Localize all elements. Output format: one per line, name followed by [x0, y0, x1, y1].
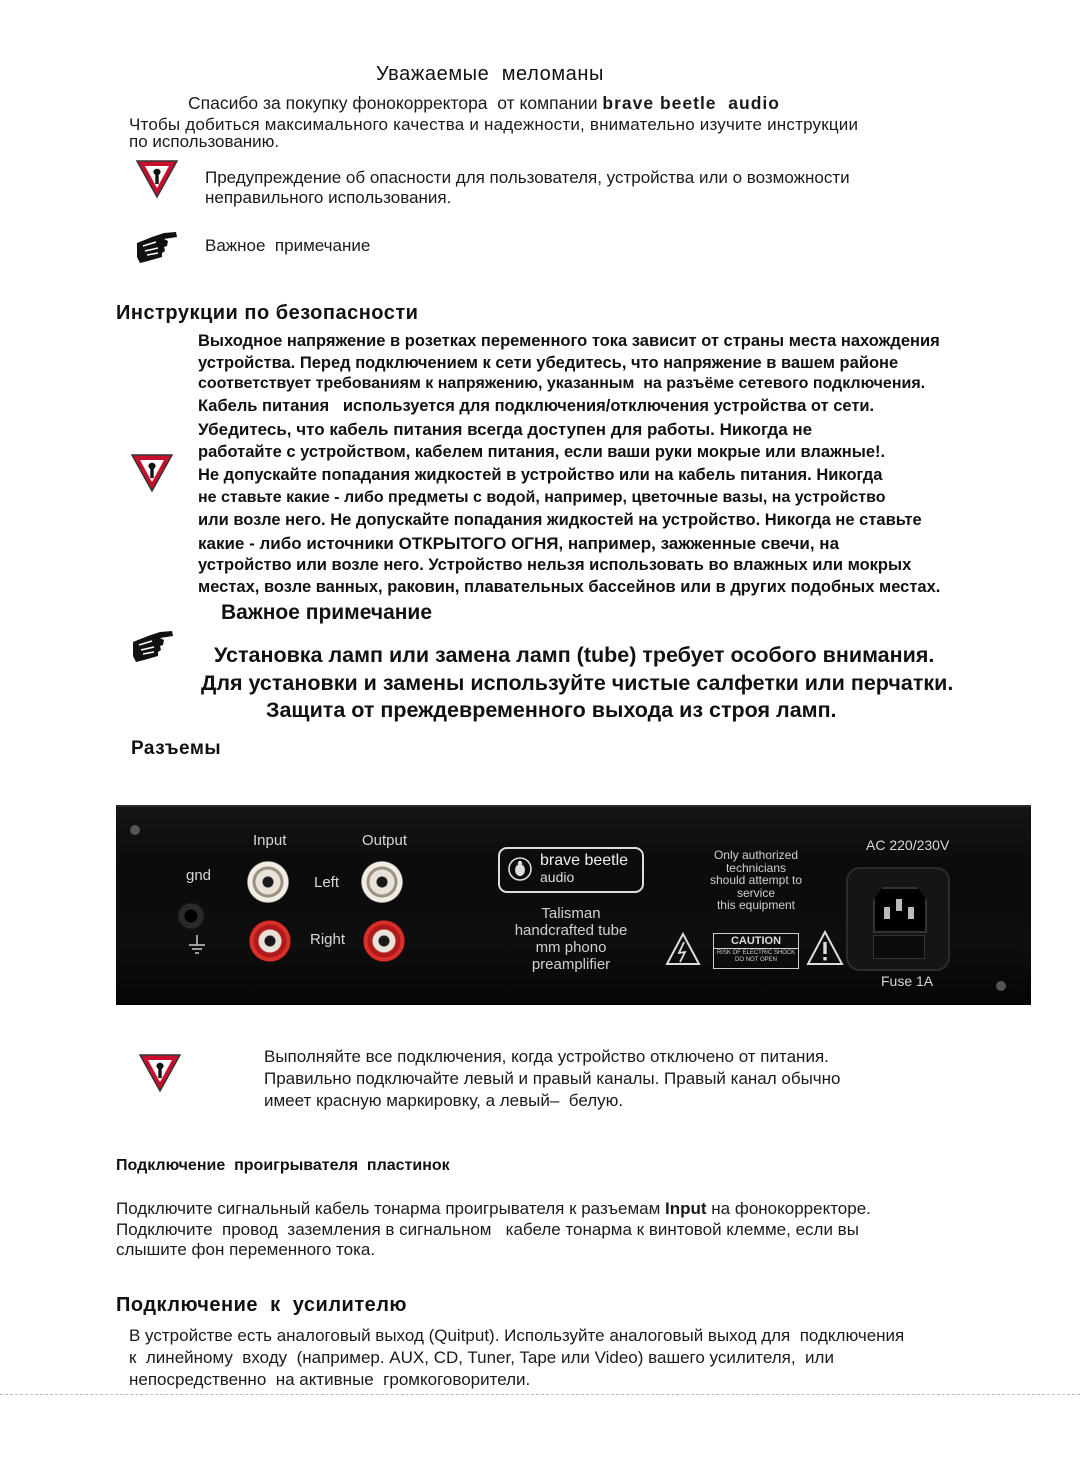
product-line: Talisman — [541, 905, 601, 922]
ground-symbol-icon — [188, 935, 206, 957]
panel-input-label: Input — [253, 832, 287, 849]
warning-legend-line-2: неправильного использования. — [205, 188, 452, 207]
input-right-jack — [249, 920, 291, 962]
thanks-line — [188, 93, 780, 113]
instructions-line-2: по использованию. — [129, 132, 280, 151]
product-line: mm phono — [535, 939, 607, 956]
warning-legend-line-1: Предупреждение об опасности для пользователя, устройства или о возможности — [205, 168, 850, 187]
caution-sub-line: DO NOT OPEN — [735, 957, 777, 963]
safety-line: местах, возле ванных, раковин, плавательных бассейнов или в других подобных местах. — [198, 578, 941, 596]
safety-heading: Инструкции по безопасности — [116, 302, 419, 324]
panel-output-label: Output — [362, 832, 408, 849]
caution-sub — [714, 950, 798, 964]
rear-panel-photo — [116, 805, 1031, 1005]
input-left-jack — [247, 861, 289, 903]
power-inlet-socket — [873, 887, 927, 933]
turntable-line-1 — [116, 1199, 871, 1219]
turntable-line-3: слышите фон переменного тока. — [116, 1240, 376, 1259]
authorized-line: this equipment — [716, 898, 796, 912]
connectors-heading: Разъемы — [131, 738, 222, 759]
panel-brand-line-2: audio — [540, 869, 575, 885]
inlet-pin — [884, 907, 890, 919]
safety-line: какие - либо источники ОТКРЫТОГО ОГНЯ, например, зажженные свечи, на — [198, 534, 840, 553]
panel-authorized-text — [696, 849, 816, 912]
panel-right-label: Right — [310, 931, 346, 948]
brand-logo-box — [498, 847, 644, 893]
safety-line: или возле него. Не допускайте попадания жидкостей на устройство. Никогда не ставьте — [198, 511, 922, 529]
connection-warning-line: Выполняйте все подключения, когда устройство отключено от питания. — [264, 1047, 829, 1066]
panel-fuse-label: Fuse 1A — [881, 973, 934, 989]
panel-product-text — [496, 905, 646, 973]
warning-triangle-icon — [130, 452, 174, 494]
panel-left-label: Left — [314, 874, 340, 891]
turntable-text: Подключите сигнальный кабель тонарма проигрывателя к разъемам — [116, 1199, 665, 1218]
note-legend-label: Важное примечание — [205, 236, 371, 255]
connection-warning-line: имеет красную маркировку, а левый– белую. — [264, 1091, 624, 1110]
product-line: preamplifier — [531, 956, 611, 973]
caution-title: CAUTION — [730, 935, 782, 947]
ground-terminal — [176, 902, 206, 930]
output-right-jack — [363, 920, 405, 962]
amplifier-heading: Подключение к усилителю — [116, 1294, 408, 1316]
pointing-hand-icon — [134, 227, 180, 267]
tube-note-line: Для установки и замены используйте чистые салфетки или перчатки. — [201, 671, 954, 695]
thanks-text: Спасибо за покупку фонокорректора от компании — [188, 93, 603, 113]
turntable-heading: Подключение проигрывателя пластинок — [116, 1157, 450, 1174]
fuse-drawer — [873, 935, 925, 959]
inlet-pin — [908, 907, 914, 919]
warning-triangle-icon — [135, 158, 179, 200]
exclamation-warning-icon — [806, 930, 844, 966]
panel-brand-line-1: brave beetle — [540, 852, 629, 869]
safety-line: Кабель питания используется для подключения/отключения устройства от сети. — [198, 397, 875, 415]
pointing-hand-icon — [130, 626, 176, 666]
warning-triangle-icon — [138, 1052, 182, 1094]
output-left-jack — [361, 861, 403, 903]
page-title: Уважаемые меломаны — [376, 63, 605, 85]
page-bottom-divider — [0, 1394, 1080, 1395]
turntable-text: на фонокорректоре. — [706, 1199, 871, 1218]
turntable-line-2: Подключите провод заземления в сигнальном кабеле тонарма к винтовой клемме, если вы — [116, 1220, 859, 1239]
product-line: handcrafted tube — [514, 922, 628, 939]
caution-sub-line: RISK OF ELECTRIC SHOCK — [716, 950, 796, 956]
safety-line: соответствует требованиям к напряжению, указанным на разъёме сетевого подключения. — [198, 375, 926, 392]
power-inlet — [846, 867, 950, 971]
important-note-heading: Важное примечание — [221, 601, 433, 624]
panel-screw — [996, 981, 1006, 991]
tube-note-line: Защита от преждевременного выхода из строя ламп. — [266, 698, 837, 722]
caution-label — [713, 933, 799, 969]
input-keyword: Input — [665, 1199, 707, 1218]
safety-line: работайте с устройством, кабелем питания, если ваши руки мокрые или влажные!. — [198, 443, 886, 461]
caution-divider — [714, 948, 798, 949]
tube-note-line: Установка ламп или замена ламп (tube) требует особого внимания. — [214, 643, 935, 667]
instructions-line-1: Чтобы добиться максимального качества и надежности, внимательно изучите инструкции — [129, 115, 859, 134]
authorized-line: should attempt to — [709, 873, 803, 887]
amplifier-line: к линейному входу (например. AUX, CD, Tuner, Tape или Video) вашего усилителя, или — [129, 1348, 834, 1367]
lightning-warning-icon — [665, 932, 701, 966]
authorized-line: Only authorized — [713, 848, 799, 862]
brand-name: brave beetle audio — [602, 93, 780, 113]
inlet-pin — [896, 899, 902, 911]
amplifier-line: непосредственно на активные громкоговорители. — [129, 1370, 531, 1389]
safety-line: Убедитесь, что кабель питания всегда доступен для работы. Никогда не — [198, 420, 813, 439]
safety-line: не ставьте какие - либо предметы с водой, например, цветочные вазы, на устройство — [198, 489, 886, 506]
panel-voltage-label: AC 220/230V — [866, 837, 950, 853]
connection-warning-line: Правильно подключайте левый и правый каналы. Правый канал обычно — [264, 1069, 841, 1088]
panel-gnd-label: gnd — [186, 867, 212, 884]
authorized-line: service — [736, 885, 775, 900]
safety-line: Выходное напряжение в розетках переменного тока зависит от страны места нахождения — [198, 332, 940, 350]
safety-line: Не допускайте попадания жидкостей в устройство или на кабель питания. Никогда — [198, 466, 883, 484]
panel-screw — [130, 825, 140, 835]
safety-line: устройства. Перед подключением к сети убедитесь, что напряжение в вашем районе — [198, 354, 899, 372]
authorized-line: technicians — [725, 860, 787, 875]
amplifier-line: В устройстве есть аналоговый выход (Quitput). Используйте аналоговый выход для подключения — [129, 1326, 905, 1345]
safety-line: устройство или возле него. Устройство нельзя использовать во влажных или мокрых — [198, 556, 912, 574]
beetle-logo-icon — [508, 857, 532, 881]
